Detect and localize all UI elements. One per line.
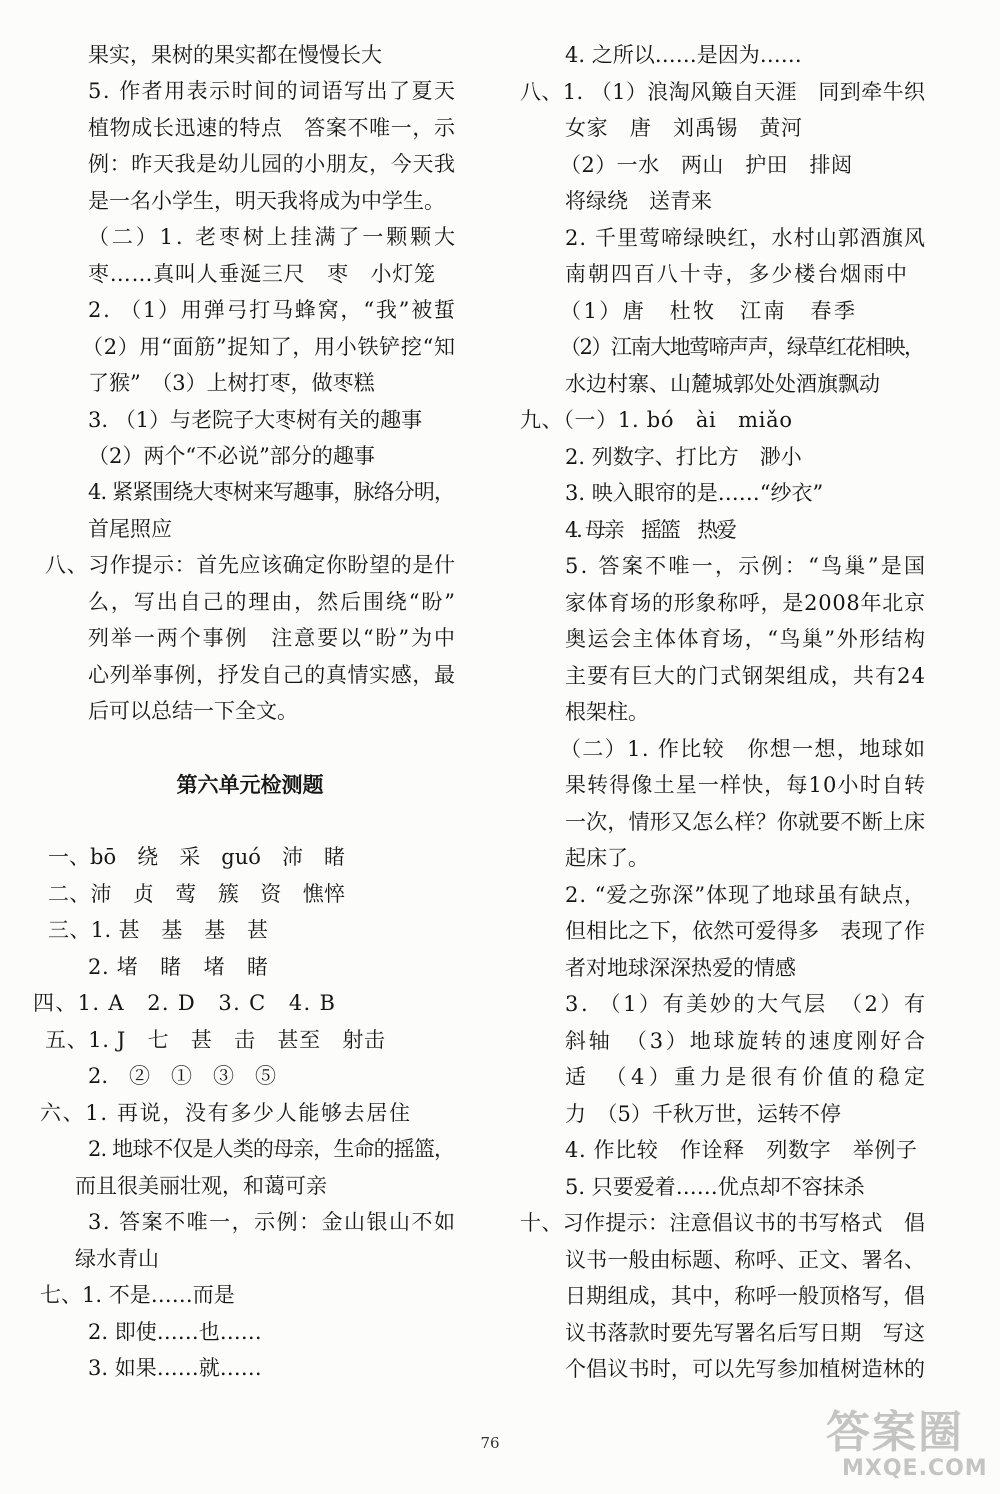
answer-line: 5. 答案不唯一，示例：“鸟巢”是国 bbox=[565, 554, 928, 578]
answer-line: （2）两个“不必说”部分的趣事 bbox=[88, 443, 375, 468]
answer-line: 4. 紧紧围绕大枣树来写趣事，脉络分明， bbox=[88, 480, 455, 505]
left-column bbox=[0, 0, 500, 1420]
answer-line: 果实，果树的果实都在慢慢长大 bbox=[88, 43, 382, 67]
answer-line: 3. 映入眼帘的是……“纱衣” bbox=[565, 481, 824, 505]
answer-line: 将绿绕 送青来 bbox=[565, 189, 712, 213]
answer-line: 但相比之下，依然可爱得多 表现了作 bbox=[565, 919, 926, 943]
answer-line: （二）1. 作比较 你想一想，地球如 bbox=[560, 736, 927, 761]
answer-line: 三、1. 甚 基 基 甚 bbox=[48, 918, 269, 942]
answer-line: 一、bō 绕 采 guó 沛 睹 bbox=[48, 845, 346, 869]
answer-line: 4. 母亲 摇篮 热爱 bbox=[565, 517, 735, 542]
answer-line: 3. 答案不唯一，示例：金山银山不如 bbox=[88, 1210, 457, 1234]
section-title: 第六单元检测题 bbox=[176, 772, 324, 797]
answer-line: 2. 千里莺啼绿映红，水村山郭酒旗风 bbox=[565, 225, 927, 250]
answer-line: 而且很美丽壮观，和蔼可亲 bbox=[75, 1173, 327, 1198]
answer-line: 2. （1）用弹弓打马蜂窝，“我”被蜇 bbox=[88, 298, 457, 323]
answer-line: 者对地球深深热爱的情感 bbox=[565, 955, 796, 980]
answer-line: 3. 如果……就…… bbox=[88, 1356, 262, 1380]
answer-line: 水边村寨、山麓城郭处处酒旗飘动 bbox=[565, 371, 880, 396]
answer-line: 4. 之所以……是因为…… bbox=[565, 43, 802, 67]
answer-line: 是一名小学生，明天我将成为中学生。 bbox=[88, 188, 445, 213]
answer-line: 日期组成，其中，称呼一般顶格写，倡 bbox=[565, 1284, 926, 1308]
answer-line: 2. 即使……也…… bbox=[88, 1319, 262, 1344]
answer-line: 了猴” （3）上树打枣，做枣糕 bbox=[88, 371, 375, 396]
answer-line: （二）1. 老枣树上挂满了一颗颗大 bbox=[88, 225, 458, 250]
answer-line: （2）一水 两山 护田 排闼 bbox=[560, 152, 853, 177]
answer-line: 2. 地球不仅是人类的母亲，生命的摇篮， bbox=[88, 1137, 455, 1161]
answer-line: 2. “爱之弥深”体现了地球虽有缺点， bbox=[565, 882, 926, 907]
answer-line: 3. （1）与老院子大枣树有关的趣事 bbox=[88, 407, 423, 432]
watermark-logo bbox=[820, 1396, 988, 1488]
answer-line: 南朝四百八十寺，多少楼台烟雨中 bbox=[565, 262, 909, 286]
answer-line: （1）唐 杜牧 江南 春季 bbox=[560, 298, 858, 323]
answer-line: 九、（一）1. bó ài miǎo bbox=[520, 408, 793, 432]
answer-line: 斜轴 （3）地球旋转的速度刚好合 bbox=[565, 1028, 928, 1053]
answer-line: 六、1. 再说，没有多少人能够去居住 bbox=[40, 1100, 412, 1125]
answer-line: 根架柱。 bbox=[565, 700, 649, 724]
answer-line: 力 （5）千秋万世，运转不停 bbox=[565, 1101, 841, 1126]
answer-line: 十、习作提示：注意倡议书的书写格式 倡 bbox=[520, 1211, 926, 1235]
answer-line: 后可以总结一下全文。 bbox=[88, 699, 298, 724]
answer-line: 枣……真叫人垂涎三尺 枣 小灯笼 bbox=[88, 261, 436, 286]
answer-line: 5. 只要爱着……优点却不容抹杀 bbox=[565, 1174, 865, 1199]
watermark-url: MXQE.COM bbox=[842, 1456, 988, 1481]
answer-line: 5. 作者用表示时间的词语写出了夏天 bbox=[88, 79, 457, 104]
watermark-text: 答案圈 bbox=[826, 1407, 964, 1458]
answer-line: 适 （4）重力是很有价值的稳定 bbox=[565, 1065, 930, 1089]
page-number: 76 bbox=[480, 1434, 500, 1452]
answer-line: 3. （1）有美妙的大气层 （2）有 bbox=[565, 992, 928, 1016]
answer-line: 奥运会主体体育场，“鸟巢”外形结构 bbox=[565, 627, 927, 651]
answer-line: 女家 唐 刘禹锡 黄河 bbox=[565, 116, 803, 140]
answer-line: 个倡议书时，可以先写参加植树造林的 bbox=[565, 1357, 926, 1381]
answer-line: 主要有巨大的门式钢架组成，共有24 bbox=[565, 663, 927, 688]
answer-line: 例：昨天我是幼儿园的小朋友，今天我 bbox=[88, 152, 456, 177]
answer-line: 五、1. J 七 甚 击 甚至 射击 bbox=[45, 1027, 386, 1052]
answer-line: （2）用“面筋”捉知了，用小铁铲挖“知 bbox=[82, 334, 456, 359]
answer-line: 二、沛 贞 莺 簇 资 憔悴 bbox=[48, 881, 346, 906]
answer-line: 4. 作比较 作诠释 列数字 举例子 bbox=[565, 1138, 918, 1162]
answer-line: 么，写出自己的理由，然后围绕“盼” bbox=[88, 589, 457, 614]
answer-line: 2. ② ① ③ ⑤ bbox=[88, 1064, 276, 1088]
answer-line: 果转得像土星一样快，每10小时自转 bbox=[565, 773, 927, 797]
answer-line: 八、习作提示：首先应该确定你盼望的是什 bbox=[45, 553, 456, 578]
answer-line: 四、1. A 2. D 3. C 4. B bbox=[33, 991, 337, 1015]
answer-line: 首尾照应 bbox=[88, 516, 172, 541]
answer-line: 八、1. （1）浪淘风簸自天涯 同到牵牛织 bbox=[520, 79, 926, 104]
answer-line: 2. 堵 睹 堵 睹 bbox=[88, 954, 269, 979]
answer-line: 2. 列数字、打比方 渺小 bbox=[565, 444, 802, 469]
answer-line: 起床了。 bbox=[565, 846, 649, 870]
answer-line: 植物成长迅速的特点 答案不唯一，示 bbox=[88, 115, 456, 140]
answer-line: 一次，情形又怎么样？你就要不断上床 bbox=[565, 809, 926, 834]
right-column bbox=[500, 0, 1000, 1420]
answer-line: 绿水青山 bbox=[75, 1246, 159, 1271]
answer-line: （2）江南大地莺啼声声，绿草红花相映， bbox=[560, 335, 924, 359]
answer-line: 七、1. 不是……而是 bbox=[40, 1283, 235, 1307]
answer-line: 列举一两个事例 注意要以“盼”为中 bbox=[88, 626, 457, 651]
answer-line: 议书落款时要先写署名后写日期 写这 bbox=[565, 1320, 926, 1345]
answer-line: 心列举事例，抒发自己的真情实感，最 bbox=[88, 662, 456, 687]
answer-line: 议书一般由标题、称呼、正文、署名、 bbox=[565, 1247, 926, 1272]
answer-line: 家体育场的形象称呼，是2008年北京 bbox=[565, 590, 926, 615]
